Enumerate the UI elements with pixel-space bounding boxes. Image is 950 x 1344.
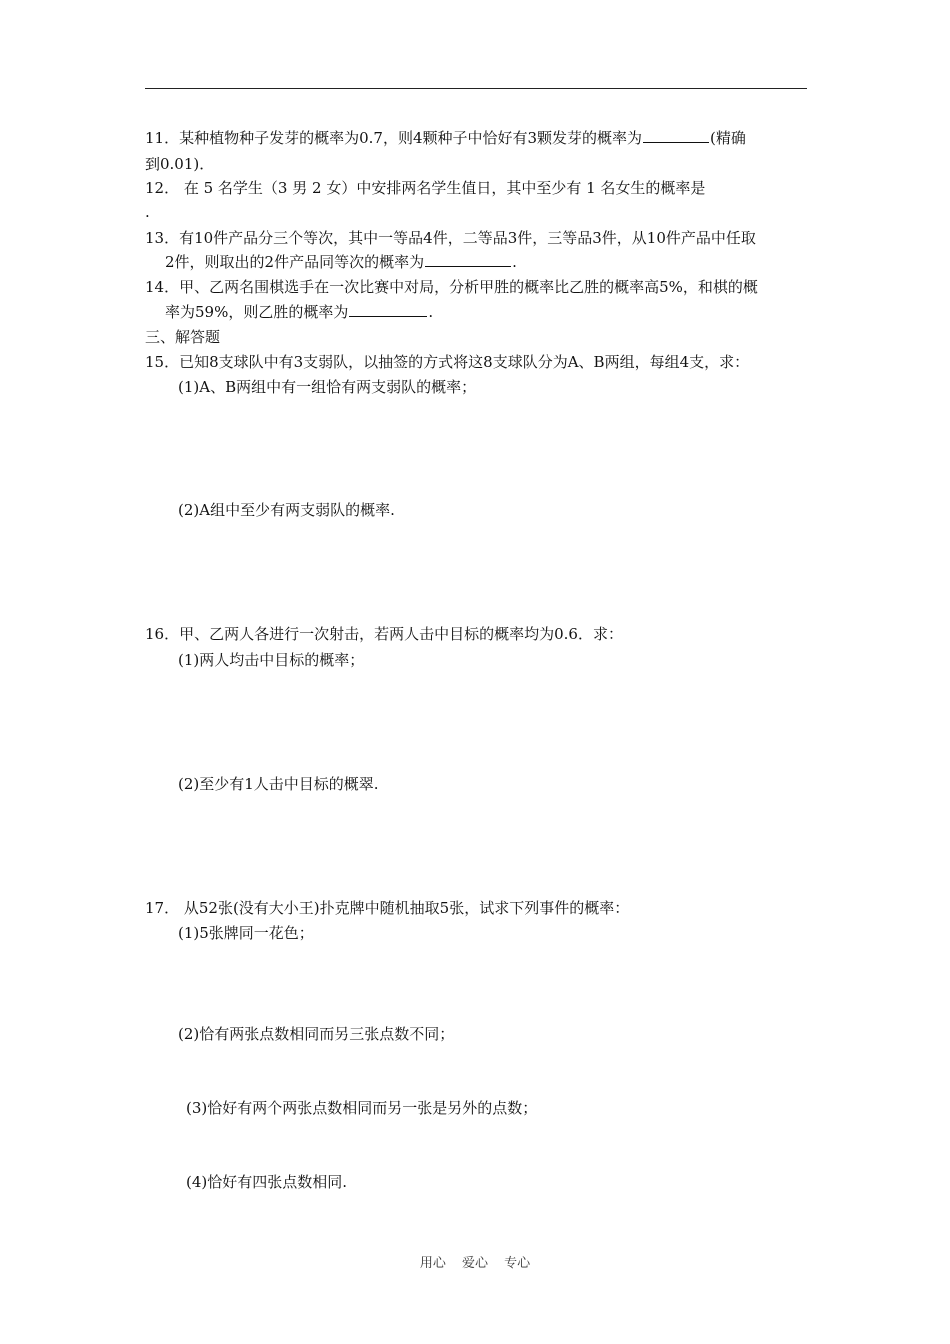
q12-line1: 12． 在 5 名学生（3 男 2 女）中安排两名学生值日，其中至少有 1 名女生的概率是: [145, 179, 706, 197]
q13-answer-blank[interactable]: [425, 252, 511, 267]
footer-text-c: 专心: [504, 1256, 531, 1271]
q17-part3: (3)恰好有两个两张点数相同而另一张是另外的点数；: [186, 1099, 538, 1117]
q14-answer-blank[interactable]: [349, 302, 427, 317]
section-heading: 三、解答题: [145, 328, 221, 346]
q13-line2: 2件，则取出的2件产品同等次的概率为 .: [165, 253, 517, 271]
q11-line1: 11．某种植物种子发芽的概率为0.7，则4颗种子中恰好有3颗发芽的概率为 (精确: [145, 129, 746, 147]
q11-line2: 到0.01)．: [145, 155, 215, 173]
q17-stem: 17． 从52张(没有大小王)扑克牌中随机抽取5张，试求下列事件的概率：: [145, 899, 630, 917]
q15-stem: 15．已知8支球队中有3支弱队，以抽签的方式将这8支球队分为A、B两组，每组4支，求：: [145, 353, 750, 371]
q16-stem: 16．甲、乙两人各进行一次射击，若两人击中目标的概率均为0.6．求：: [145, 625, 623, 643]
footer-text-a: 用心: [419, 1256, 446, 1271]
q13-line1: 13．有10件产品分三个等次，其中一等品4件，二等品3件，三等品3件，从10件产品中任取: [145, 229, 756, 247]
q14-line1: 14．甲、乙两名围棋选手在一次比赛中对局，分析甲胜的概率比乙胜的概率高5%，和棋的概: [145, 278, 758, 296]
q17-part4: (4)恰好有四张点数相同.: [186, 1173, 348, 1191]
q15-part1: (1)A、B两组中有一组恰有两支弱队的概率；: [178, 378, 477, 396]
q14-line2: 率为59%，则乙胜的概率为 .: [165, 303, 434, 321]
page-footer: [0, 1252, 950, 1271]
q16-part2: (2)至少有1人击中目标的概翠.: [178, 775, 379, 793]
q15-part2: (2)A组中至少有两支弱队的概率.: [178, 501, 395, 519]
q17-part2: (2)恰有两张点数相同而另三张点数不同；: [178, 1025, 455, 1043]
q12-line2: .: [145, 203, 150, 221]
q17-part1: (1)5张牌同一花色；: [178, 924, 314, 942]
footer-text-b: 爱心: [461, 1256, 488, 1271]
q11-answer-blank[interactable]: [643, 128, 709, 143]
q16-part1: (1)两人均击中目标的概率；: [178, 651, 365, 669]
header-rule: [145, 88, 807, 89]
